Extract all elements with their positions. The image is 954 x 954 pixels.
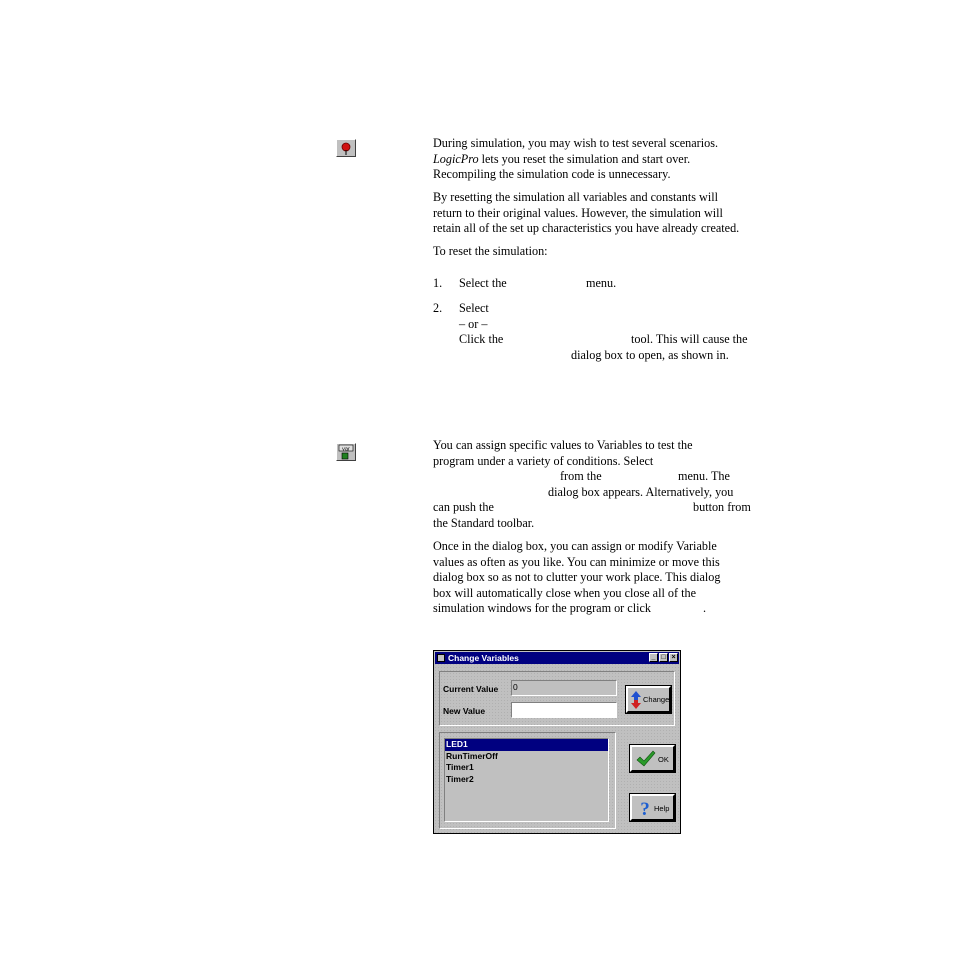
- dialog-title: Change Variables: [448, 653, 519, 663]
- help-button-label: Help: [654, 804, 670, 813]
- up-down-arrows-icon: [630, 691, 642, 709]
- new-value-label: New Value: [443, 706, 486, 716]
- para-assign-line4: dialog box appears. Alternatively, you: [548, 484, 734, 499]
- current-value-label: Current Value: [443, 684, 499, 694]
- red-pushpin-icon: [337, 140, 355, 156]
- help-button[interactable]: [630, 794, 675, 821]
- para-assign-line5b: button from: [693, 500, 751, 515]
- reset-simulation-icon: [336, 139, 356, 157]
- step-1-text-end: menu.: [586, 276, 617, 290]
- para-intro-line2: LogicPro lets you reset the simulation and start over.: [433, 151, 691, 166]
- para-assign-line5a: can push the: [433, 500, 494, 515]
- change-button-label: Change: [643, 695, 670, 704]
- list-item[interactable]: RunTimerOff: [446, 750, 498, 761]
- para-dialog-line3: dialog box so as not to clutter your work place. This dialog: [433, 570, 721, 585]
- product-name: LogicPro: [433, 151, 479, 166]
- para-reset-line2: return to their original values. However, the simulation will: [433, 205, 723, 220]
- current-value-field: 0: [511, 680, 617, 696]
- minimize-button[interactable]: _: [649, 653, 658, 662]
- para-dialog-line5-end: .: [703, 601, 707, 616]
- new-value-input[interactable]: [511, 702, 617, 718]
- var-icon-label: var: [342, 446, 350, 453]
- para-dialog-line5: simulation windows for the program or click: [433, 601, 651, 616]
- para-assign-line2: program under a variety of conditions. Select: [433, 453, 654, 468]
- step-2-number: 2.: [433, 301, 443, 315]
- para-reset-line1: By resetting the simulation all variables and constants will: [433, 190, 718, 204]
- var-icon: [337, 444, 355, 460]
- para-intro-line3: Recompiling the simulation code is unnecessary.: [433, 167, 671, 182]
- para-assign-line3a: from the: [560, 469, 602, 484]
- question-mark-icon: [638, 798, 652, 818]
- step-2-click: Click the: [459, 332, 504, 347]
- para-reset-line3: retain all of the set up characteristics you have already created.: [433, 221, 740, 236]
- step-1-text: Select the: [459, 276, 507, 290]
- change-variables-tool-icon: [336, 443, 356, 461]
- para-intro-line1: During simulation, you may wish to test several scenarios.: [433, 136, 719, 150]
- change-variables-dialog: [433, 650, 681, 834]
- variable-list[interactable]: [444, 738, 609, 822]
- para-dialog-line1: Once in the dialog box, you can assign or modify Variable: [433, 539, 717, 553]
- list-item[interactable]: Timer2: [446, 773, 474, 784]
- para-dialog-line2: values as often as you like. You can minimize or move this: [433, 554, 720, 569]
- para-to-reset: To reset the simulation:: [433, 244, 548, 258]
- step-2-or: – or –: [459, 316, 488, 331]
- ok-button-label: OK: [658, 755, 669, 764]
- list-item[interactable]: LED1: [445, 739, 608, 751]
- dialog-titlebar[interactable]: [435, 652, 679, 664]
- checkmark-icon: [636, 750, 656, 768]
- para-assign-line1: You can assign specific values to Variables to test the: [433, 438, 693, 452]
- step-2-dialog: dialog box to open, as shown in.: [571, 347, 729, 362]
- list-item[interactable]: Timer1: [446, 762, 474, 772]
- step-2-tool: tool. This will cause the: [631, 332, 748, 347]
- step-2-text: Select: [459, 301, 489, 315]
- change-button[interactable]: [626, 686, 671, 713]
- system-menu-icon[interactable]: [437, 654, 445, 662]
- ok-button[interactable]: [630, 745, 675, 772]
- para-assign-line3b: menu. The: [678, 469, 730, 484]
- step-1-number: 1.: [433, 276, 443, 290]
- para-dialog-line4: box will automatically close when you close all of the: [433, 585, 696, 600]
- maximize-button[interactable]: □: [659, 653, 668, 662]
- svg-text:?: ?: [640, 799, 650, 818]
- close-button[interactable]: ×: [669, 653, 678, 662]
- para-assign-line6: the Standard toolbar.: [433, 516, 535, 530]
